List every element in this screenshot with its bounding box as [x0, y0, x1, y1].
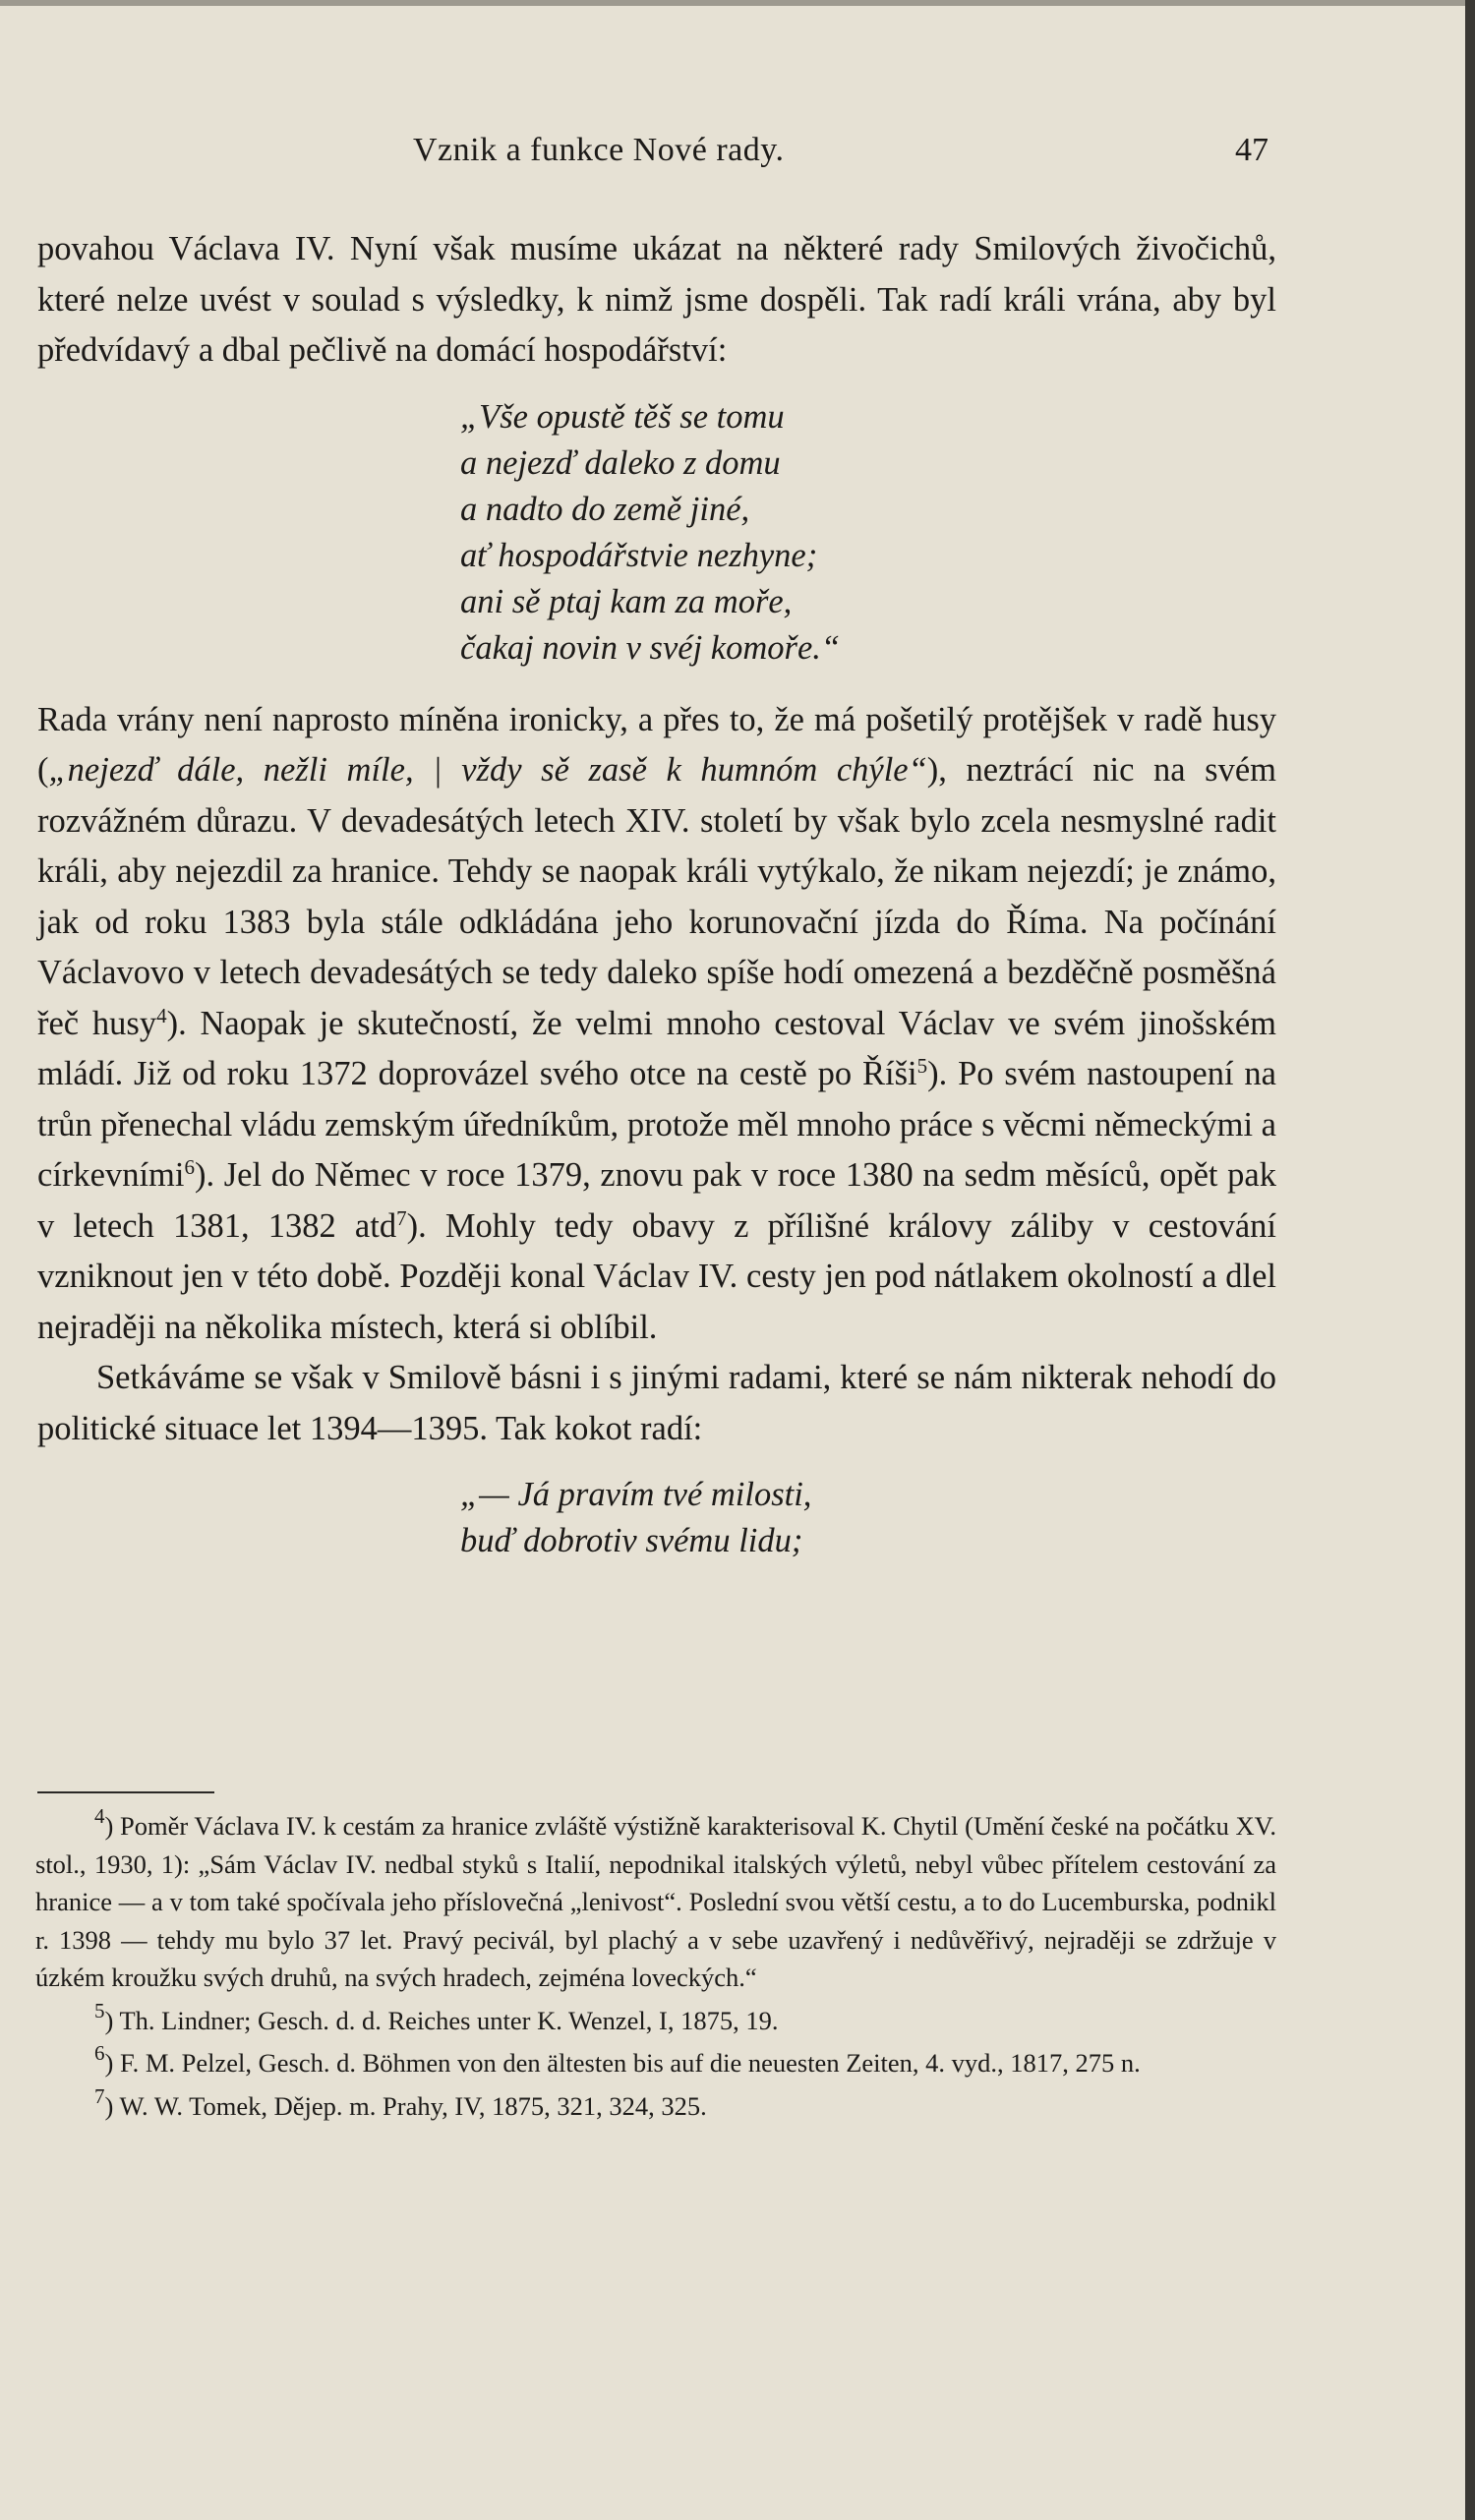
footnote-text: ) Poměr Václava IV. k cestám za hranice zvláště výstižně karakterisoval K. Chytil (Umění české na počátku XV. stol., 1930, 1): „Sám Václav IV. nedbal styků s Italií, nepodnikal italských výletů, nebyl vůbec přítelem cestování za hranice — a v tom také spočívala jeho příslovečná „lenivost“. Poslední svou větší cestu, a to do Lucemburska, podnikl r. 1398 — tehdy mu bylo 37 let. Pravý pecivál, byl plachý a v sebe uzavřený i nedůvěřivý, nejraději se zdržuje v úzkém kroužku svých druhů, na svých hradech, zejména loveckých.“: [35, 1811, 1276, 1992]
footnotes: [35, 1804, 1276, 2130]
footnote-mark: 7: [94, 2083, 105, 2108]
footnote-text: ) F. M. Pelzel, Gesch. d. Böhmen von den ältesten bis auf die neuesten Zeiten, 4. vyd., 1817, 275 n.: [104, 2048, 1141, 2078]
footnote-divider: [37, 1791, 214, 1793]
verse-line: „— Já pravím tvé milosti,: [460, 1476, 812, 1513]
paragraph-1: povahou Václava IV. Nyní však musíme ukázat na některé rady Smilových živočichů, které nelze uvést v soulad s výsledky, k nimž jsme dospěli. Tak radí králi vrána, aby byl předvídavý a dbal pečlivě na domácí hospodářství:: [37, 230, 1276, 369]
paragraph-2-text: ). Po svém nastoupení na trůn přenechal vládu zemským úředníkům, protože měl mnoho práce s věcmi německými a církevními: [37, 1055, 1276, 1194]
footnote-text: ) W. W. Tomek, Dějep. m. Prahy, IV, 1875, 321, 324, 325.: [104, 2090, 707, 2121]
footnote-mark: 4: [94, 1804, 105, 1828]
verse-line: čakaj novin v svéj komoře.“: [460, 628, 841, 667]
footnote-5: [35, 1998, 1276, 2040]
page-top-edge: [0, 0, 1475, 6]
page-number: 47: [1235, 132, 1268, 168]
running-title: Vznik a funkce Nové rady.: [413, 132, 785, 168]
footnote-ref: 6: [184, 1155, 195, 1179]
paragraph-2-text: ). Mohly tedy obavy z přílišné královy záliby v cestování vzniknout jen v této době. Později konal Václav IV. cesty jen pod nátlakem okolností a dlel nejraději na několika místech, která si oblíbil.: [37, 1206, 1276, 1346]
paragraph-2-text: ), neztrácí nic na svém rozvážném důrazu. V devadesátých letech XIV. století by však bylo zcela nesmyslné radit králi, aby nejezdil za hranice. Tehdy se naopak králi vytýkalo, že nikam nejezdí; je známo, jak od roku 1383 byla stále odkládána jeho korunovační jízda do Říma. Na počínání Václavovo v letech devadesátých se tedy daleko spíše hodí omezená a bezděčně posměšná řeč husy: [37, 751, 1276, 1042]
verse-line: ani sě ptaj kam za moře,: [460, 582, 793, 620]
paragraph-3: Setkáváme se však v Smilově básni i s jinými radami, které se nám nikterak nehodí do politické situace let 1394—1395. Tak kokot radí:: [37, 1359, 1276, 1447]
husa-quote: „nejezď dále, nežli míle, | vždy sě zasě k humnóm chýle“: [48, 751, 927, 789]
verse-quote-vrana: [460, 394, 1276, 672]
footnote-6: [35, 2041, 1276, 2082]
footnote-mark: 5: [94, 1998, 105, 2022]
verse-line: „Vše opustě těš se tomu: [460, 397, 785, 436]
paragraph-2-text: ). Jel do Němec v roce 1379, znovu pak v roce 1380 na sedm měsíců, opět pak v letech 1381, 1382 atd: [37, 1156, 1276, 1245]
verse-line: a nadto do země jiné,: [460, 490, 750, 528]
paragraph-2: [37, 695, 1276, 1354]
verse-quote-kokot: [460, 1472, 1276, 1564]
paragraph-2-text: ). Naopak je skutečností, že velmi mnoho cestoval Václav ve svém jinošském mládí. Již od roku 1372 doprovázel svého otce na cestě po Říši: [37, 1004, 1276, 1092]
footnote-text: ) Th. Lindner; Gesch. d. d. Reiches unter K. Wenzel, I, 1875, 19.: [104, 2005, 779, 2035]
verse-line: ať hospodářstvie nezhyne;: [460, 536, 818, 574]
page-right-edge: [1465, 0, 1475, 2520]
footnote-ref: 4: [156, 1003, 167, 1027]
paragraph-2-text: Rada vrány není naprosto míněna ironicky, a přes to, že má pošetilý protějšek v radě husy (: [37, 700, 1276, 789]
footnote-ref: 7: [396, 1205, 407, 1230]
footnote-mark: 6: [94, 2041, 105, 2065]
verse-line: buď dobrotiv svému lidu;: [460, 1522, 803, 1559]
verse-line: a nejezď daleko z domu: [460, 443, 781, 482]
footnote-7: [35, 2083, 1276, 2126]
main-text: [37, 224, 1276, 1588]
footnote-4: [35, 1804, 1276, 1997]
footnote-ref: 5: [916, 1054, 928, 1078]
